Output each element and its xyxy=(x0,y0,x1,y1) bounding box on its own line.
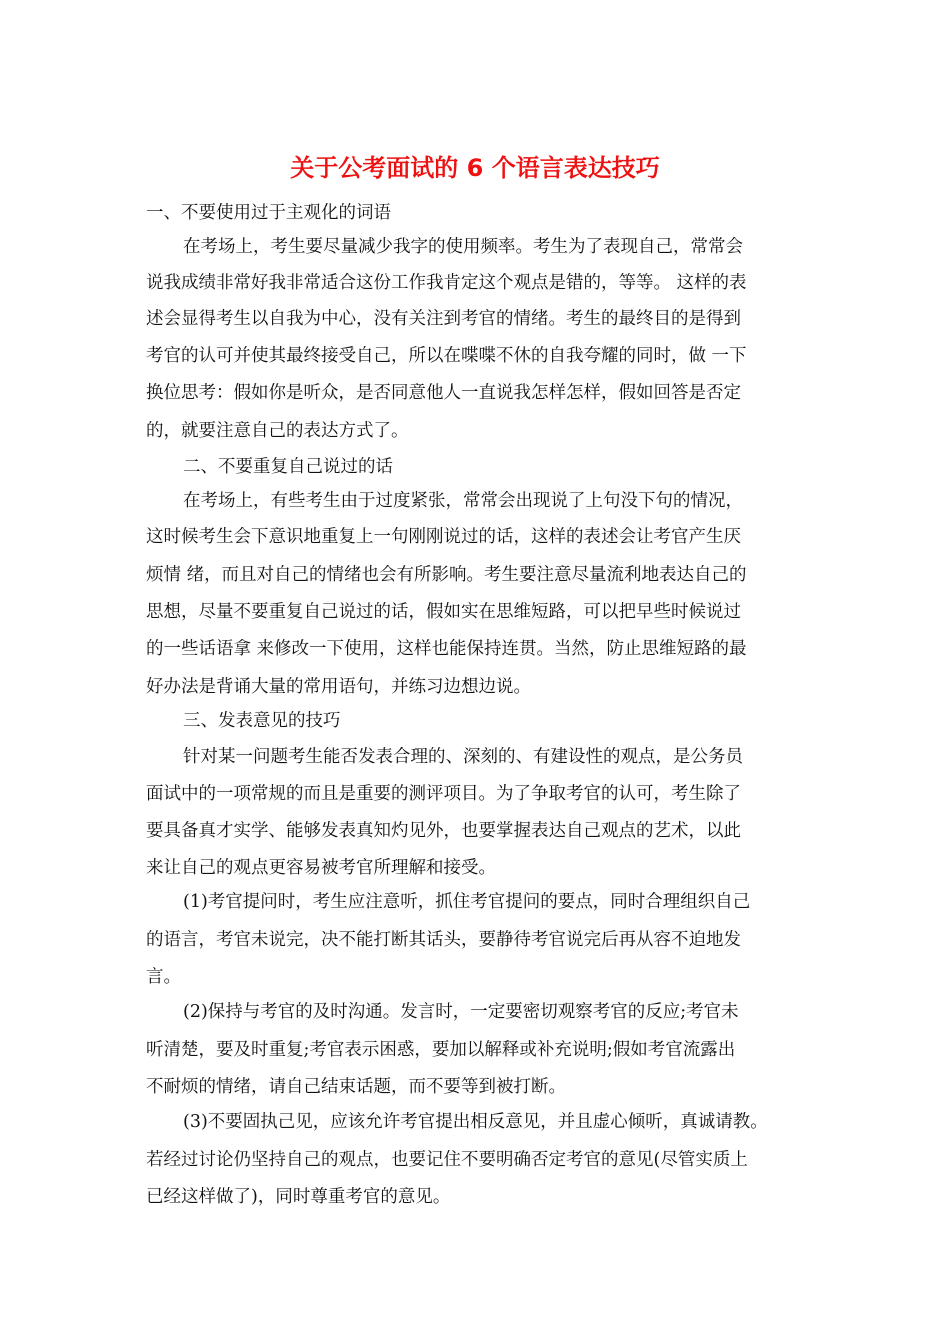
paragraph-line: 面试中的一项常规的而且是重要的测评项目。为了争取考官的认可，考生除了 xyxy=(146,784,741,804)
paragraph-line: 述会显得考生以自我为中心，没有关注到考官的情绪。考生的最终目的是得到 xyxy=(146,309,741,329)
list-item-3-line: (3)不要固执己见，应该允许考官提出相反意见，并且虚心倾听，真诚请教。 xyxy=(183,1112,768,1132)
paragraph-line: 在考场上，考生要尽量减少我字的使用频率。考生为了表现自己，常常会 xyxy=(183,237,743,257)
list-item-2-line: (2)保持与考官的及时沟通。发言时，一定要密切观察考官的反应;考官未 xyxy=(183,1002,739,1022)
paragraph-line: 的一些话语拿 来修改一下使用，这样也能保持连贯。当然，防止思维短路的最 xyxy=(146,639,747,659)
paragraph-line: 说我成绩非常好我非常适合这份工作我肯定这个观点是错的，等等。 这样的表 xyxy=(146,273,747,293)
paragraph-line: 烦情 绪，而且对自己的情绪也会有所影响。考生要注意尽量流利地表达自己的 xyxy=(146,565,747,585)
paragraph-line: 在考场上，有些考生由于过度紧张，常常会出现说了上句没下句的情况， xyxy=(183,491,743,511)
paragraph-line: 思想，尽量不要重复自己说过的话，假如实在思维短路，可以把早些时候说过 xyxy=(146,602,741,622)
paragraph-line: 要具备真才实学、能够发表真知灼见外，也要掌握表达自己观点的艺术，以此 xyxy=(146,821,741,841)
document-title: 关于公考面试的 6 个语言表达技巧 xyxy=(290,154,660,182)
list-item-3-line: 若经过讨论仍坚持自己的观点，也要记住不要明确否定考官的意见(尽管实质上 xyxy=(146,1150,748,1170)
paragraph-line: 针对某一问题考生能否发表合理的、深刻的、有建设性的观点，是公务员 xyxy=(183,747,743,767)
paragraph-line: 好办法是背诵大量的常用语句，并练习边想边说。 xyxy=(146,677,531,697)
list-item-1-line: 言。 xyxy=(146,967,181,987)
list-item-2-line: 听清楚，要及时重复;考官表示困惑，要加以解释或补充说明;假如考官流露出 xyxy=(146,1040,736,1060)
list-item-1-line: (1)考官提问时，考生应注意听，抓住考官提问的要点，同时合理组织自己 xyxy=(183,892,751,912)
paragraph-line: 考官的认可并使其最终接受自己，所以在喋喋不休的自我夸耀的同时，做 一下 xyxy=(146,346,747,366)
paragraph-line: 来让自己的观点更容易被考官所理解和接受。 xyxy=(146,858,496,878)
heading-2: 二、不要重复自己说过的话 xyxy=(183,457,393,477)
paragraph-line: 这时候考生会下意识地重复上一句刚刚说过的话，这样的表述会让考官产生厌 xyxy=(146,527,741,547)
list-item-1-line: 的语言，考官未说完，决不能打断其话头，要静待考官说完后再从容不迫地发 xyxy=(146,930,741,950)
paragraph-line: 换位思考：假如你是听众，是否同意他人一直说我怎样怎样，假如回答是否定 xyxy=(146,383,741,403)
heading-1: 一、不要使用过于主观化的词语 xyxy=(146,203,391,223)
list-item-3-line: 已经这样做了)，同时尊重考官的意见。 xyxy=(146,1187,451,1207)
paragraph-line: 的，就要注意自己的表达方式了。 xyxy=(146,421,409,441)
heading-3: 三、发表意见的技巧 xyxy=(183,711,341,731)
list-item-2-line: 不耐烦的情绪，请自己结束话题，而不要等到被打断。 xyxy=(146,1077,566,1097)
